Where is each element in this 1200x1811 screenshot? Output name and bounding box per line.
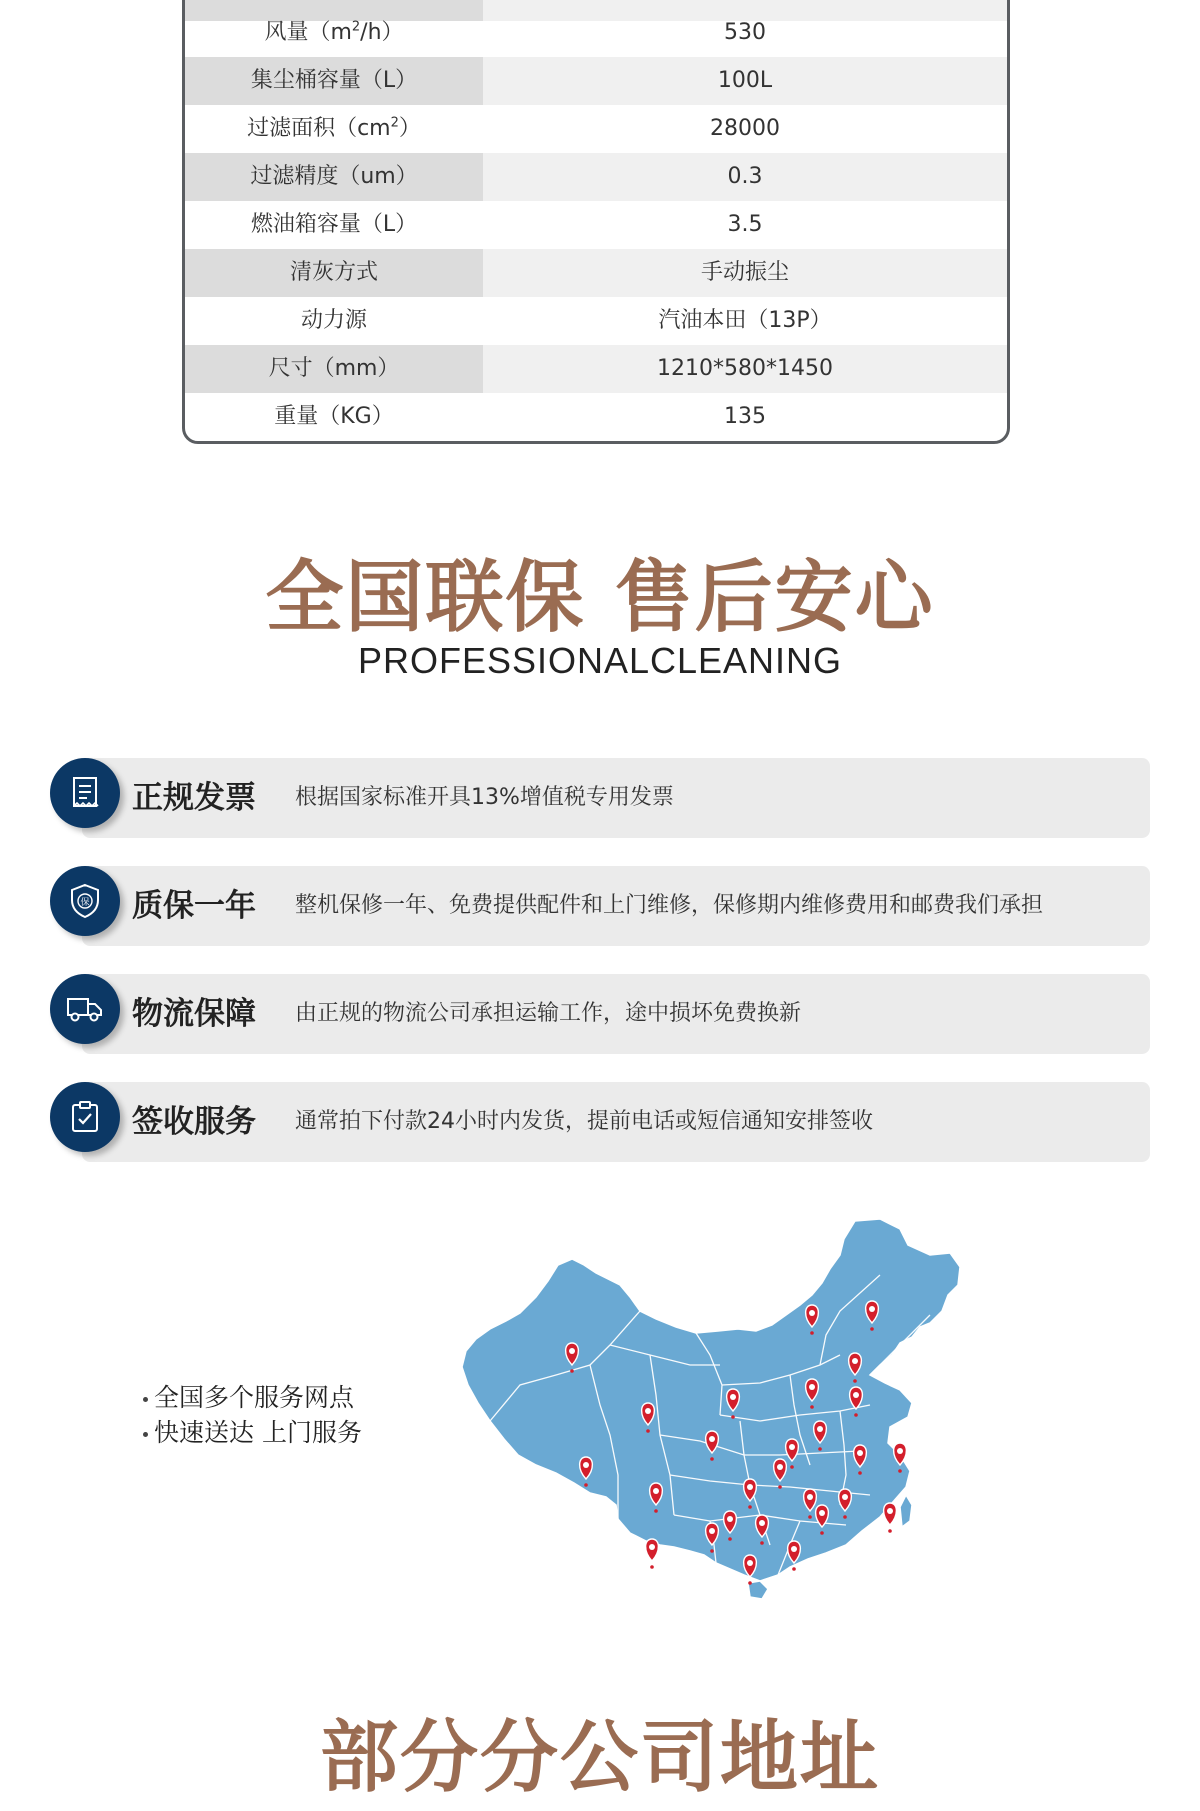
section-subtitle: PROFESSIONALCLEANING — [357, 640, 843, 681]
spec-label: 过滤面积$(cm^2)$ — [247, 115, 421, 141]
spec-label: 动力源 — [300, 308, 367, 333]
spec-label: 清灰方式 — [185, 249, 483, 297]
table-row — [185, 57, 1007, 105]
service-desc: 通常拍下付款24小时内发货，提前电话或短信通知安排签收 — [295, 1109, 873, 1134]
bullet-item: 快速送达 上门服务 — [143, 1415, 362, 1450]
service-name: 物流保障 — [132, 996, 256, 1032]
table-row — [185, 201, 1007, 249]
service-name: 正规发票 — [132, 780, 256, 816]
service-name: 签收服务 — [132, 1104, 256, 1140]
table-row — [185, 153, 1007, 201]
bullet-item: 全国多个服务网点 — [143, 1380, 362, 1415]
service-bullets — [143, 1380, 362, 1450]
spec-value: 135 — [724, 404, 766, 429]
shield-icon — [50, 866, 120, 936]
section-title: 部分分公司地址 — [319, 1713, 880, 1803]
invoice-icon — [50, 758, 120, 828]
spec-value: 汽油本田（13P） — [658, 308, 832, 333]
service-desc: 根据国家标准开具13%增值税专用发票 — [295, 785, 674, 810]
service-logistics — [50, 974, 1150, 1054]
spec-label: 集尘桶容量（L） — [185, 57, 483, 105]
section-title: 全国联保 售后安心 — [265, 553, 935, 643]
table-row — [185, 393, 1007, 441]
spec-label: 过滤精度（um） — [185, 153, 483, 201]
spec-value: 0.3 — [483, 153, 1007, 201]
spec-label: 尺寸（mm） — [185, 345, 483, 393]
spec-value: 28000 — [710, 116, 780, 141]
table-row — [185, 297, 1007, 345]
location-pin-icon — [744, 1555, 757, 1585]
spec-label: 风量$(m^2/h)$ — [264, 19, 404, 45]
table-row — [185, 345, 1007, 393]
service-signoff — [50, 1082, 1150, 1162]
table-row — [185, 105, 1007, 153]
service-desc: 由正规的物流公司承担运输工作，途中损坏免费换新 — [295, 1001, 802, 1026]
table-row — [185, 249, 1007, 297]
service-name: 质保一年 — [132, 888, 256, 924]
spec-value: 100L — [483, 57, 1007, 105]
spec-value: 530 — [724, 20, 766, 45]
taiwan-island — [900, 1495, 912, 1527]
china-map — [460, 1215, 995, 1665]
table-row — [185, 9, 1007, 57]
clipboard-check-icon — [50, 1082, 120, 1152]
service-warranty — [50, 866, 1150, 946]
truck-icon — [50, 974, 120, 1044]
svg-text:保: 保 — [80, 898, 90, 908]
spec-label: 燃油箱容量（L） — [250, 212, 418, 237]
spec-label: 重量（KG） — [274, 404, 394, 429]
location-pin-icon — [884, 1503, 897, 1533]
spec-table — [182, 0, 1010, 444]
spec-value: 3.5 — [727, 212, 763, 237]
location-pin-icon — [646, 1539, 659, 1569]
spec-value: 手动振尘 — [483, 249, 1007, 297]
spec-value: 1210*580*1450 — [483, 345, 1007, 393]
service-desc: 整机保修一年、免费提供配件和上门维修，保修期内维修费用和邮费我们承担 — [295, 893, 1044, 918]
service-invoice — [50, 758, 1150, 838]
